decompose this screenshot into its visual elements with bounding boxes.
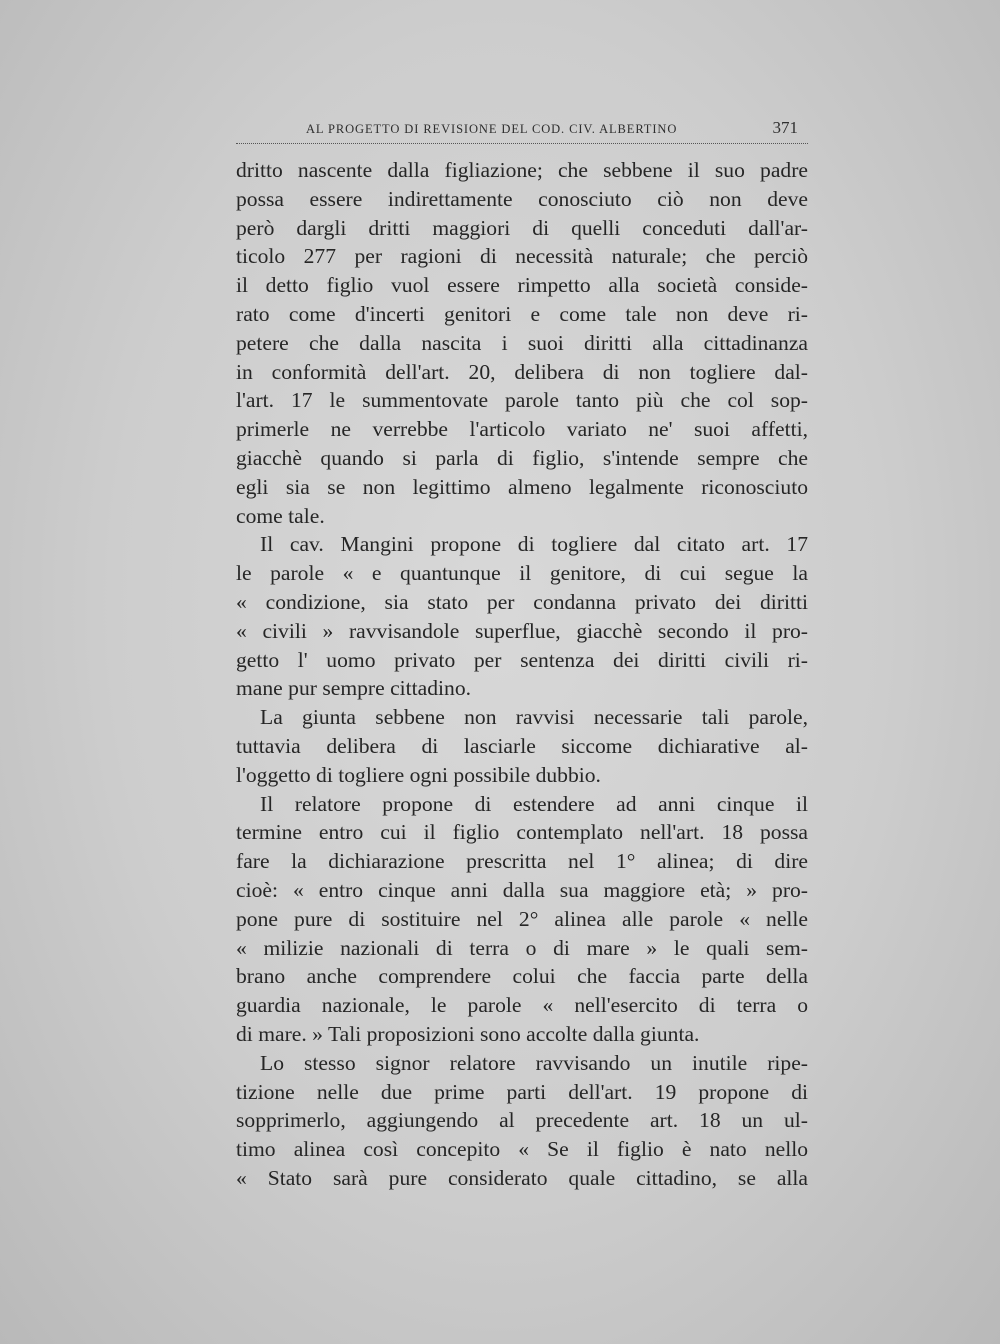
text-line: cioè: « entro cinque anni dalla sua maggiore età; » pro- bbox=[236, 877, 808, 902]
text-line: in conformità dell'art. 20, delibera di non togliere dal- bbox=[236, 359, 808, 384]
page-number: 371 bbox=[772, 118, 798, 137]
text-line: rato come d'incerti genitori e come tale non deve ri- bbox=[236, 301, 808, 326]
body-text bbox=[236, 156, 808, 1193]
text-line: tuttavia delibera di lasciarle siccome dichiarative al- bbox=[236, 733, 808, 758]
text-line: pone pure di sostituire nel 2° alinea alle parole « nelle bbox=[236, 906, 808, 931]
paragraph bbox=[236, 530, 808, 703]
text-line: timo alinea così concepito « Se il figlio è nato nello bbox=[236, 1137, 808, 1162]
text-line: « milizie nazionali di terra o di mare » le quali sem- bbox=[236, 935, 808, 960]
text-line: getto l' uomo privato per sentenza dei diritti civili ri- bbox=[236, 647, 808, 672]
text-line: Il cav. Mangini propone di togliere dal citato art. 17 bbox=[260, 532, 808, 557]
text-line: sopprimerlo, aggiungendo al precedente art. 18 un ul- bbox=[236, 1108, 808, 1133]
text-line: Lo stesso signor relatore ravvisando un inutile ripe- bbox=[260, 1050, 808, 1075]
running-head: AL PROGETTO DI REVISIONE DEL COD. CIV. ALBERTINO bbox=[306, 122, 678, 136]
text-line: « civili » ravvisandole superflue, giacchè secondo il pro- bbox=[236, 618, 808, 643]
text-line: giacchè quando si parla di figlio, s'intende sempre che bbox=[236, 445, 808, 470]
text-line: però dargli dritti maggiori di quelli conceduti dall'ar- bbox=[236, 215, 808, 240]
paragraph bbox=[236, 1049, 808, 1193]
text-line: Il relatore propone di estendere ad anni cinque il bbox=[260, 791, 808, 816]
header-rule bbox=[236, 143, 808, 144]
paragraph bbox=[236, 703, 808, 789]
text-line: « condizione, sia stato per condanna privato dei diritti bbox=[236, 589, 808, 614]
text-line: mane pur sempre cittadino. bbox=[236, 676, 472, 701]
page-header bbox=[306, 120, 798, 140]
paragraph bbox=[236, 790, 808, 1049]
text-line: primerle ne verrebbe l'articolo variato ne' suoi affetti, bbox=[236, 417, 808, 442]
paragraph bbox=[236, 156, 808, 530]
text-line: il detto figlio vuol essere rimpetto alla società conside- bbox=[236, 273, 808, 298]
text-line: le parole « e quantunque il genitore, di cui segue la bbox=[236, 561, 808, 586]
text-line: possa essere indirettamente conosciuto ciò non deve bbox=[236, 186, 808, 211]
text-line: l'art. 17 le summentovate parole tanto più che col sop- bbox=[236, 388, 808, 413]
text-line: di mare. » Tali proposizioni sono accolte dalla giunta. bbox=[236, 1021, 700, 1046]
text-line: petere che dalla nascita i suoi diritti alla cittadinanza bbox=[236, 330, 808, 355]
text-line: l'oggetto di togliere ogni possibile dubbio. bbox=[236, 762, 601, 787]
text-line: ticolo 277 per ragioni di necessità naturale; che perciò bbox=[236, 244, 808, 269]
text-line: « Stato sarà pure considerato quale cittadino, se alla bbox=[236, 1165, 808, 1190]
text-line: termine entro cui il figlio contemplato nell'art. 18 possa bbox=[236, 820, 808, 845]
text-line: come tale. bbox=[236, 503, 325, 528]
text-line: tizione nelle due prime parti dell'art. 19 propone di bbox=[236, 1079, 808, 1104]
text-line: brano anche comprendere colui che faccia parte della bbox=[236, 964, 808, 989]
text-line: egli sia se non legittimo almeno legalmente riconosciuto bbox=[236, 474, 808, 499]
text-line: fare la dichiarazione prescritta nel 1° alinea; di dire bbox=[236, 849, 808, 874]
text-line: guardia nazionale, le parole « nell'esercito di terra o bbox=[236, 993, 808, 1018]
text-line: La giunta sebbene non ravvisi necessarie tali parole, bbox=[260, 705, 808, 730]
text-line: dritto nascente dalla figliazione; che sebbene il suo padre bbox=[236, 158, 808, 182]
